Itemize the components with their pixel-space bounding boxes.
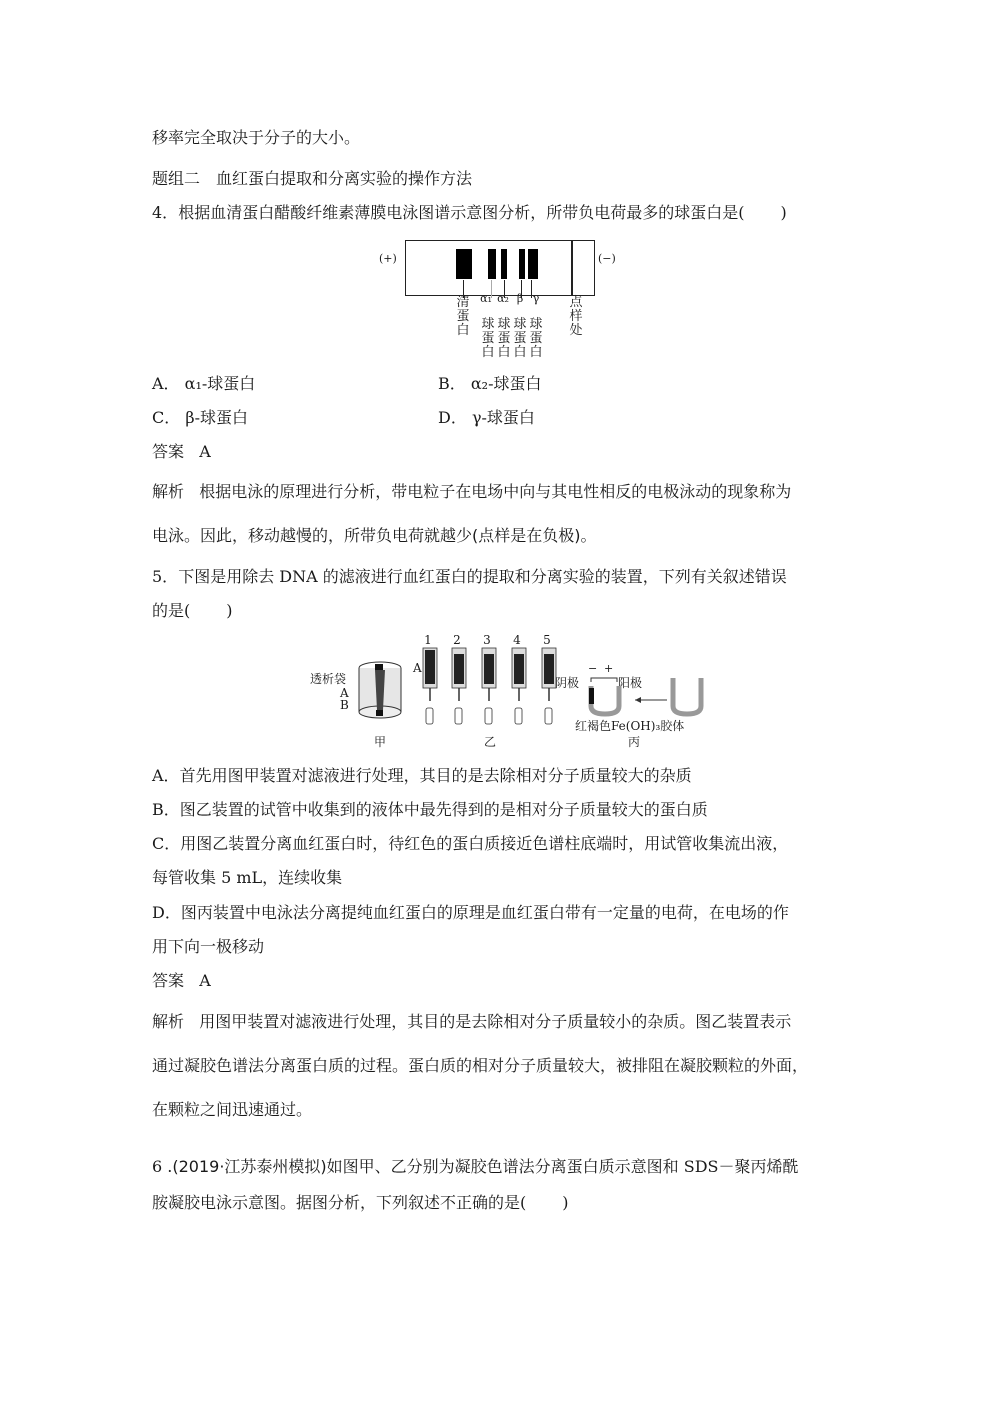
electrophoresis-figure — [375, 236, 635, 361]
option-b[interactable]: B．图乙装置的试管中收集到的液体中最先得到的是相对分子质量较大的蛋白质 — [152, 800, 708, 819]
band-gamma — [528, 249, 538, 279]
label-b: B — [340, 698, 349, 712]
option-d[interactable]: D． γ-球蛋白 — [438, 408, 535, 427]
option-b[interactable]: B． α₂-球蛋白 — [438, 374, 542, 393]
label-albumin: 清蛋白 — [456, 295, 470, 338]
option-c[interactable]: C．用图乙装置分离血红蛋白时，待红色的蛋白质接近色谱柱底端时，用试管收集流出液， — [152, 834, 789, 853]
analysis-5-line-2: 通过凝胶色谱法分离蛋白质的过程。蛋白质的相对分子质量较大，被排阻在凝胶颗粒的外面， — [152, 1056, 809, 1075]
figure-jia-label: 甲 — [373, 735, 386, 749]
option-d[interactable]: D．图丙装置中电泳法分离提纯血红蛋白的原理是血红蛋白带有一定量的电荷，在电场的作 — [152, 903, 789, 922]
label-origin: 点样处 — [569, 295, 583, 338]
label-gamma: 球蛋白 — [529, 317, 543, 360]
question-6-stem-2: 胺凝胶电泳示意图。据图分析，下列叙述不正确的是( ) — [152, 1193, 569, 1212]
symbol-alpha1: α₁ — [480, 292, 492, 305]
symbol-beta: β — [516, 292, 524, 305]
anode-label: 阳极 — [618, 676, 643, 690]
question-number: 4． — [152, 203, 179, 222]
figure-bing-label: 丙 — [627, 735, 640, 749]
column-a-label: A — [413, 661, 422, 675]
dialysis-bag-label: 透析袋 — [310, 672, 347, 686]
colloid-label: 红褐色Fe(OH)₃胶体 — [575, 719, 685, 733]
figure-yi-label: 乙 — [483, 735, 496, 749]
question-5-stem-2: 的是( ) — [152, 601, 233, 620]
u-tube-icon — [587, 672, 707, 720]
option-c-cont: 每管收集 5 mL，连续收集 — [152, 868, 343, 887]
answer-4: 答案 A — [152, 442, 211, 461]
beaker-icon — [355, 660, 405, 720]
membrane-strip — [405, 240, 595, 296]
question-source: (2019·江苏泰州模拟) — [172, 1157, 327, 1176]
positive-pole-label: (+) — [379, 252, 397, 265]
label-beta: 球蛋白 — [513, 317, 527, 360]
band-albumin — [456, 249, 472, 279]
continuation-text: 移率完全取决于分子的大小。 — [152, 128, 361, 147]
band-alpha2 — [501, 249, 507, 279]
negative-pole-label: (−) — [598, 252, 616, 265]
analysis-4-line-2: 电泳。因此，移动越慢的，所带负电荷就越少(点样是在负极)。 — [152, 526, 597, 545]
question-5-stem-1: 5．下图是用除去 DNA 的滤液进行血红蛋白的提取和分离实验的装置，下列有关叙述错误 — [152, 567, 787, 586]
option-c[interactable]: C． β-球蛋白 — [152, 408, 249, 427]
analysis-5-line-1: 解析 用图甲装置对滤液进行处理，其目的是去除相对分子质量较小的杂质。图乙装置表示 — [152, 1012, 792, 1031]
question-4-stem: 4．根据血清蛋白醋酸纤维素薄膜电泳图谱示意图分析，所带负电荷最多的球蛋白是( ) — [152, 203, 787, 222]
question-6-stem-1: 6 .(2019·江苏泰州模拟)如图甲、乙分别为凝胶色谱法分离蛋白质示意图和 SDS－聚丙烯酰 — [152, 1157, 799, 1176]
symbol-alpha2: α₂ — [497, 292, 509, 305]
question-stem-text: 根据血清蛋白醋酸纤维素薄膜电泳图谱示意图分析，所带负电荷最多的球蛋白是( — [178, 203, 745, 222]
analysis-5-line-3: 在颗粒之间迅速通过。 — [152, 1100, 313, 1119]
answer-5: 答案 A — [152, 971, 211, 990]
symbol-gamma: γ — [532, 292, 540, 305]
chromatography-columns-icon — [417, 646, 567, 726]
label-alpha1: 球蛋白 — [481, 317, 495, 360]
option-d-cont: 用下向一极移动 — [152, 937, 265, 956]
cathode-label: 阴极 — [555, 676, 580, 690]
option-a[interactable]: A． α₁-球蛋白 — [152, 374, 256, 393]
band-beta — [519, 249, 525, 279]
minus-sign: − — [588, 662, 598, 675]
band-alpha1 — [488, 249, 496, 279]
analysis-4-line-1: 解析 根据电泳的原理进行分析，带电粒子在电场中向与其电性相反的电极泳动的现象称为 — [152, 482, 792, 501]
apparatus-figure: 透析袋 A B 甲 A 1 2 3 4 5 乙 阴极 阳极 − + 红褐色Fe(OH)₃胶体 丙 — [305, 632, 705, 757]
plus-sign: + — [604, 662, 614, 675]
origin-line — [571, 241, 573, 295]
label-a: A — [340, 686, 349, 700]
section-title: 题组二 血红蛋白提取和分离实验的操作方法 — [152, 169, 473, 188]
label-alpha2: 球蛋白 — [497, 317, 511, 360]
option-a[interactable]: A．首先用图甲装置对滤液进行处理，其目的是去除相对分子质量较大的杂质 — [152, 766, 692, 785]
